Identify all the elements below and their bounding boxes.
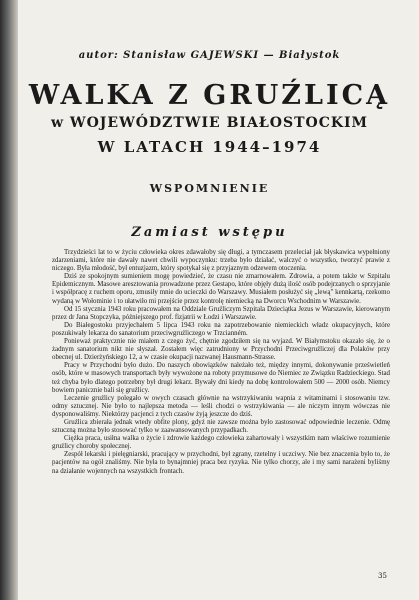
section-heading: Zamiast wstępu: [131, 225, 288, 240]
page-number: 35: [378, 572, 387, 580]
title-line-3: W LATACH 1944–1974: [97, 138, 322, 156]
author-line: autor: Stanisław GAJEWSKI — Białystok: [78, 50, 341, 61]
title-line-1: WALKA Z GRUŹLICĄ: [28, 80, 391, 111]
paragraph: Pracy w Przychodni było dużo. Do naszych obowiązków należało też, między innymi, dokonywanie prześwietleń osób, które w masowych transportach były wywożone na roboty przymusowe do Niemiec ze Związku Radzieckiego. Stad też chyba było dlatego potrzebny był drugi lekarz. Bywały dni kiedy na dobę kontrolowałem 500 — 2000 osób. Niemcy bowiem panicznie bali się gruźlicy.: [52, 362, 390, 394]
paragraph: Do Białegostoku przyjechałem 5 lipca 1943 roku na zapotrzebowanie niemieckich władz okupacyjnych, które poszukiwały lekarza do sanatorium przeciwgruźliczego w Trzcianném.: [52, 321, 390, 337]
title-line-2: w WOJEWÓDZTWIE BIAŁOSTOCKIM: [50, 115, 369, 131]
paragraph: Gruźlica zbierała jednak wtedy obfite plony, gdyż nie zawsze można było zastosować odpowiednie leczenie. Odmę sztuczną można było stosować tylko w zaawansowanych przypadkach.: [52, 418, 390, 435]
paragraph: Od 15 stycznia 1943 roku pracowałem na Oddziale Gruźliczym Szpitala Dzieciątka Jezus w Warszawie, kierowanym przez dr Jana Stopczyka, późniejszego prof. fizjatrii w Łodzi i Warszawie.: [52, 305, 390, 321]
paragraph: Dziś ze spokojnym sumieniem mogę powiedzieć, że czasu nie zmarnowałem. Zdrowia, a potem także w Szpitalu Epidemicznym. Masowe aresztowania prowadzone przez Gestapo, które objęły dużą ilość osób podejrzanych o sprzyjanie i współpracę z ruchem oporu, zmusiły mnie do ucieczki do Warszawy. Musiałem posłużyć się „lewą" kennkartą, rzekomo wydaną w Wołominie i to ułatwiło mi przejście przez kontrolę niemiecką na Dworcu Wschodnim w Warszawie.: [52, 273, 390, 305]
paragraph: Trzydzieści lat to w życiu człowieka okres zdawałoby się długi, a tymczasem przeleciał jak błyskawica wypełniony zdarzeniami, które nie dawały nawet chwili wypoczynku: trzeba było działać, walczyć o wszystko, tworzyć prawie z niczego. Była młodość, był entuzjazm, który spotykał się z przyjaznym odzewem otoczenia.: [52, 249, 390, 273]
paragraph: Ciężka praca, usiłna walka o życie i zdrowie każdego człowieka zahartowały i wszystkim nam właściwe rozumienie gruźlicy choroby społecznej.: [52, 435, 390, 451]
paragraph: Ponieważ praktycznie nie miałem z czego żyć, chętnie zgodziłem się na wyjazd. W Białymstoku okazało się, że o żadnym sanatorium nikt nie słyszał. Zostałem więc zatrudniony w Przychodni Przeciwgruźliczej dla Polaków przy obecnej ul. Dzierżyńskiego 12, a w czasie okupacji nazwanej Hausmann-Strasse.: [52, 338, 390, 362]
subtitle: WSPOMNIENIE: [149, 182, 270, 195]
paragraph: Zespół lekarski i pielęgniarski, pracujący w przychodni, był zgrany, rzetelny i uczciwy. Nie bez znaczenia było to, że pacjentów na ogół znaliśmy. Nie była to bynajmniej praca bez ryzyka. Nie tylko chorzy, ale i my sami narażeni byliśmy na działanie wojennych na wszystkich frontach.: [52, 451, 390, 475]
body-text: [52, 249, 390, 476]
paragraph: Leczenie gruźlicy polegało w owych czasach głównie na wstrzykiwaniu wapnia z witaminami i stosowaniu tzw. odmy sztucznej. Nie było to najlepsza metoda — leśli chodzi o wstrzykiwania — ale niczym innym wówczas nie dysponowaliśmy. Niektórzy pacjenci z tych czasów żyją jeszcze do dziś.: [52, 394, 390, 418]
